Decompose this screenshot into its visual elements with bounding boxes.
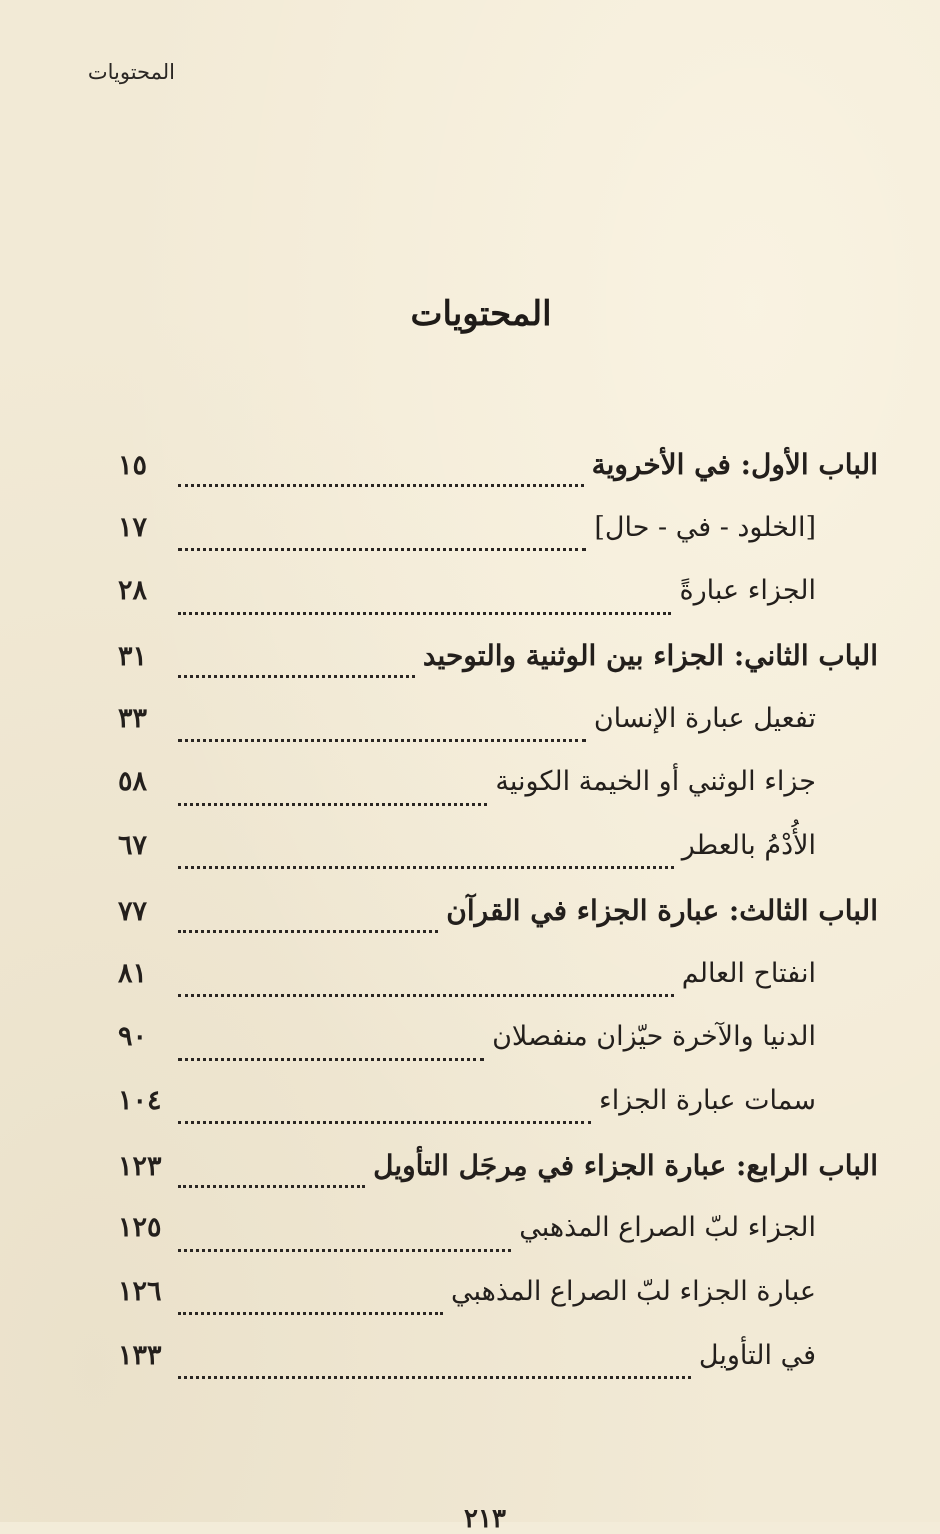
dot-leader [178,612,671,615]
toc-page-number: ١٠٤ [118,1084,162,1116]
toc-chapter-entry [118,1149,878,1213]
toc-entry-label: في التأويل [698,1339,816,1371]
toc-section-entry [118,512,878,576]
toc-entry-label: سمات عبارة الجزاء [599,1084,816,1116]
toc-section-entry [118,958,878,1022]
toc-entry-label: [الخلود - في - حال] [594,511,816,543]
toc-entry-label: جزاء الوثني أو الخيمة الكونية [495,766,816,798]
page-title: المحتويات [410,294,552,334]
dot-leader [178,930,438,933]
toc-page-number: ٦٧ [118,830,148,862]
toc-page-number: ١٣٣ [118,1339,162,1371]
toc-entry-label: تفعيل عبارة الإنسان [593,702,816,734]
dot-leader [178,739,586,742]
dot-leader [178,548,586,551]
toc-chapter-entry [118,448,878,512]
table-of-contents [118,448,878,1403]
toc-section-entry [118,766,878,830]
toc-page-number: ٣١ [118,641,148,673]
dot-leader [178,675,415,678]
toc-page-number: ١٧ [118,511,148,543]
toc-section-entry [118,703,878,767]
toc-section-entry [118,830,878,894]
toc-page-number: ٣٣ [118,702,148,734]
toc-section-entry [118,1276,878,1340]
toc-page-number: ٧٧ [118,895,148,927]
toc-entry-label: انفتاح العالم [681,957,816,989]
toc-chapter-entry [118,894,878,958]
dot-leader [178,1376,691,1379]
toc-page-number: ١٢٦ [118,1275,162,1307]
toc-page-number: ١٢٣ [118,1150,162,1182]
toc-page-number: ٨١ [118,957,148,989]
toc-entry-label: الدنيا والآخرة حيّزان منفصلان [492,1021,816,1053]
toc-section-entry [118,1212,878,1276]
toc-section-entry [118,1085,878,1149]
toc-chapter-entry [118,639,878,703]
dot-leader [178,1121,591,1124]
toc-entry-label: الأُدْمُ بالعطر [681,830,816,862]
toc-section-entry [118,1021,878,1085]
toc-section-entry [118,575,878,639]
toc-page-number: ١٥ [118,450,148,481]
toc-section-entry [118,1340,878,1404]
toc-entry-label: الباب الثالث: عبارة الجزاء في القرآن [446,893,878,927]
toc-page-number: ١٢٥ [118,1212,162,1244]
dot-leader [178,1312,443,1315]
toc-entry-label: الجزاء لبّ الصراع المذهبي [519,1212,816,1244]
toc-page-number: ٢٨ [118,575,148,607]
dot-leader [178,1249,511,1252]
dot-leader [178,994,674,997]
page-folio-number: ٢١٣ [464,1504,506,1534]
dot-leader [178,484,584,487]
toc-entry-label: الجزاء عبارةً [679,575,816,607]
dot-leader [178,1185,365,1188]
running-header: المحتويات [87,60,175,84]
dot-leader [178,866,674,869]
toc-entry-label: الباب الأول: في الأخروية [591,448,878,481]
dot-leader [178,1058,484,1061]
toc-page-number: ٥٨ [118,766,148,798]
toc-entry-label: عبارة الجزاء لبّ الصراع المذهبي [450,1275,816,1307]
toc-page-number: ٩٠ [118,1021,148,1053]
toc-entry-label: الباب الرابع: عبارة الجزاء في مِرجَل التأويل [373,1148,878,1182]
toc-entry-label: الباب الثاني: الجزاء بين الوثنية والتوحيد [422,639,878,673]
dot-leader [178,803,487,806]
